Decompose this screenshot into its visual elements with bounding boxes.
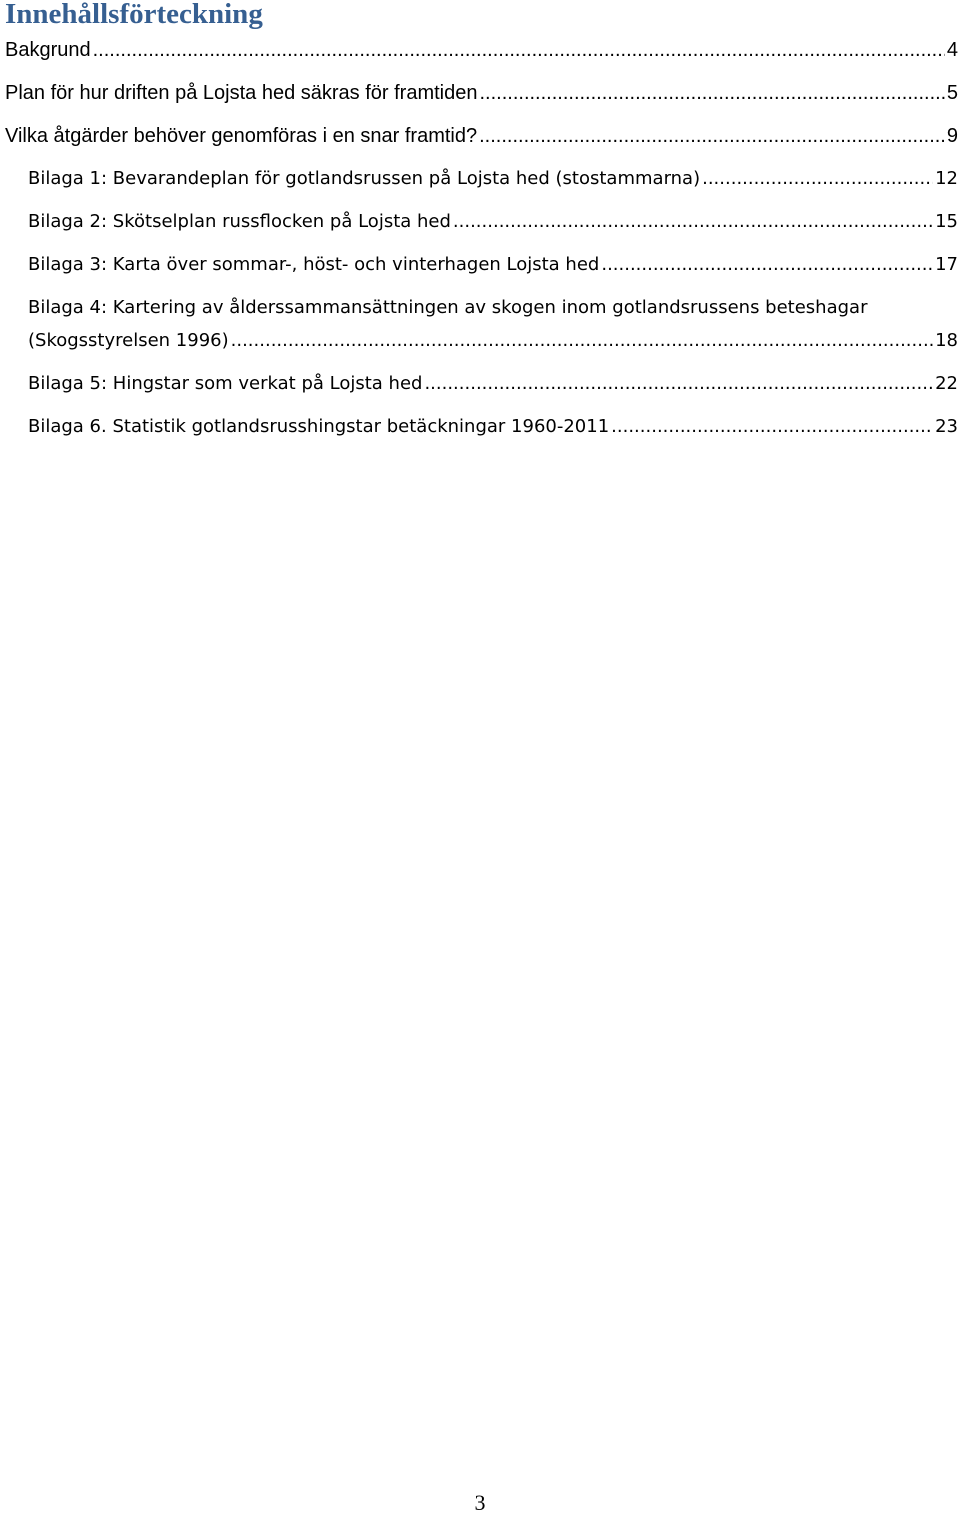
toc-entry-page: 22 [935,373,958,394]
toc-entry-page: 18 [935,330,958,351]
toc-entry-bilaga-6[interactable] [28,415,958,439]
page-number: 3 [474,1490,486,1515]
toc-entry-plan[interactable] [5,81,958,105]
table-of-contents [0,0,960,460]
toc-entry-bilaga-5[interactable] [28,372,958,396]
toc-entry-page: 17 [935,254,958,275]
toc-entry-label: Bilaga 3: Karta över sommar-, höst- och vinterhagen Lojsta hed [28,254,600,275]
toc-entry-bilaga-4[interactable] [28,329,958,353]
toc-entry-bakgrund[interactable] [5,38,958,62]
toc-entry-bilaga-4-line1[interactable] [28,296,958,320]
toc-entry-atgarder[interactable] [5,124,958,148]
toc-dot-leader [424,372,933,396]
toc-entry-bilaga-1[interactable] [28,167,958,191]
toc-dot-leader [453,210,933,234]
toc-dot-leader [231,329,933,353]
toc-entry-label: Bilaga 4: Kartering av ålderssammansättningen av skogen inom gotlandsrussens beteshagar [28,297,868,318]
toc-entry-bilaga-2[interactable] [28,210,958,234]
toc-entry-label: Plan för hur driften på Lojsta hed säkras för framtiden [5,82,478,104]
toc-dot-leader [479,81,944,105]
toc-dot-leader [93,38,945,62]
toc-entry-page: 12 [935,168,958,189]
toc-dot-leader [702,167,933,191]
toc-entry-label: Bilaga 1: Bevarandeplan för gotlandsrussen på Lojsta hed (stostammarna) [28,168,701,189]
toc-heading: Innehållsförteckning [5,0,263,30]
toc-entry-page: 15 [935,211,958,232]
toc-entry-label: (Skogsstyrelsen 1996) [28,330,229,351]
toc-entry-label: Bilaga 2: Skötselplan russflocken på Lojsta hed [28,211,451,232]
toc-entry-label: Bilaga 6. Statistik gotlandsrusshingstar betäckningar 1960-2011 [28,416,610,437]
toc-entry-bilaga-3[interactable] [28,253,958,277]
toc-entry-label: Bakgrund [5,39,91,61]
toc-entry-page: 9 [946,125,958,147]
toc-entry-label: Bilaga 5: Hingstar som verkat på Lojsta hed [28,373,423,394]
toc-dot-leader [601,253,933,277]
toc-entry-page: 4 [946,39,958,61]
toc-dot-leader [611,415,933,439]
toc-entry-label: Vilka åtgärder behöver genomföras i en snar framtid? [5,125,478,147]
toc-entry-page: 5 [946,82,958,104]
toc-dot-leader [479,124,945,148]
toc-entry-page: 23 [935,416,958,437]
